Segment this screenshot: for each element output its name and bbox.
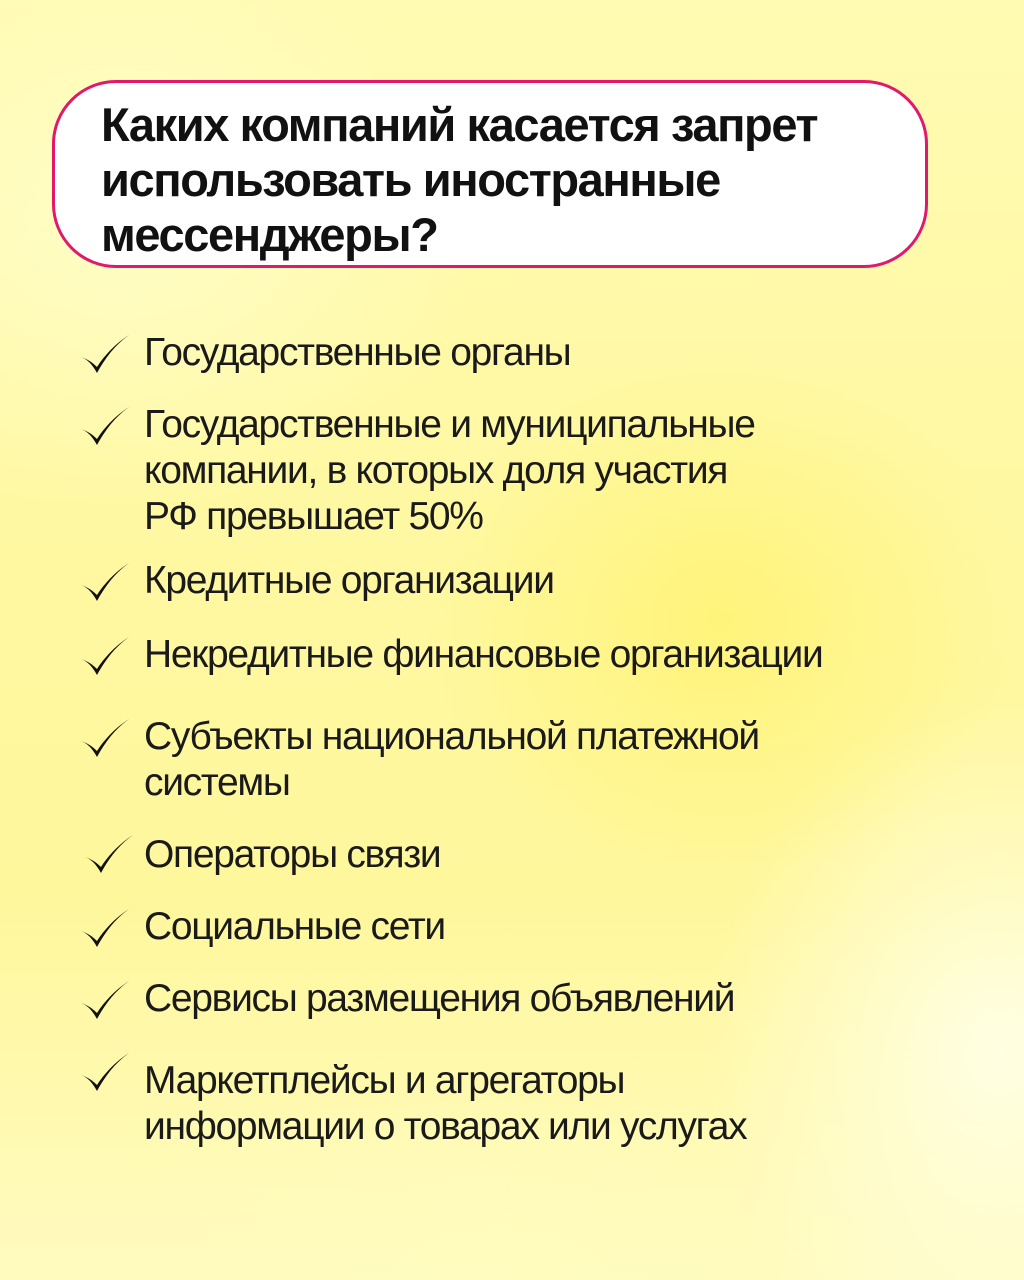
checkmark-icon bbox=[78, 1050, 132, 1096]
checkmark-icon bbox=[78, 332, 132, 378]
list-item-label: Некредитные финансовые организации bbox=[144, 633, 823, 676]
page-title: Каких компаний касается запрет использовать иностранные мессенджеры? bbox=[101, 98, 818, 261]
checkmark-icon bbox=[78, 906, 132, 952]
checkmark-icon bbox=[78, 560, 132, 606]
checkmark-icon bbox=[82, 832, 136, 878]
list-item-label: Сервисы размещения объявлений bbox=[144, 977, 735, 1020]
list-item-label: Государственные органы bbox=[144, 331, 571, 374]
checkmark-icon bbox=[78, 404, 132, 450]
list-item-label: Социальные сети bbox=[144, 905, 445, 948]
list-item-label: Кредитные организации bbox=[144, 559, 554, 602]
list-item-label: Операторы связи bbox=[144, 833, 441, 876]
list-item-label: Маркетплейсы и агрегаторы информации о товарах или услугах bbox=[144, 1059, 747, 1148]
checkmark-icon bbox=[78, 978, 132, 1024]
checkmark-icon bbox=[78, 716, 132, 762]
list-item-label: Государственные и муниципальные компании, в которых доля участия РФ превышает 50% bbox=[144, 403, 755, 538]
checkmark-icon bbox=[78, 634, 132, 680]
list-item-label: Субъекты национальной платежной системы bbox=[144, 715, 759, 804]
